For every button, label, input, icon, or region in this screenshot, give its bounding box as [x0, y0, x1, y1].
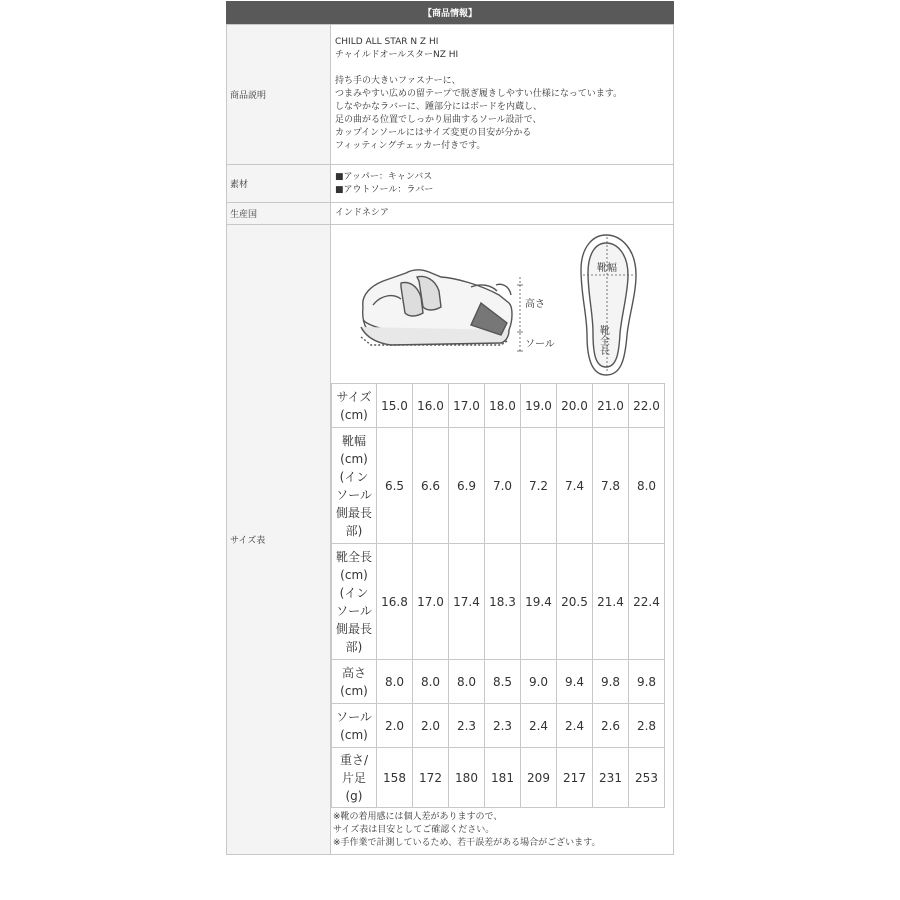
section-title: 【商品情報】: [422, 9, 477, 19]
size-cell: 16.0: [413, 384, 449, 428]
width-row-header: 靴幅 (cm) (イン ソール 側最長 部): [332, 428, 377, 544]
size-notes: [331, 808, 673, 854]
height-row-header: 高さ (cm): [332, 660, 377, 704]
size-table: [331, 383, 665, 808]
weight-cell: 181: [485, 748, 521, 808]
sole-cell: 2.0: [377, 704, 413, 748]
width-cell: 7.8: [593, 428, 629, 544]
size-cell: 21.0: [593, 384, 629, 428]
origin-label: 生産国: [227, 203, 331, 225]
size-table-row: [332, 704, 665, 748]
side-view-shoe-icon: [361, 270, 512, 345]
shoe-diagram: [331, 225, 673, 383]
size-table-row: [332, 544, 665, 660]
width-cell: 7.4: [557, 428, 593, 544]
weight-cell: 180: [449, 748, 485, 808]
width-cell: 7.0: [485, 428, 521, 544]
length-cell: 18.3: [485, 544, 521, 660]
size-chart-row: [227, 225, 674, 855]
sole-label: ソール: [525, 339, 555, 350]
size-table-row: [332, 384, 665, 428]
length-cell: 20.5: [557, 544, 593, 660]
material-label: 素材: [227, 165, 331, 203]
size-table-row: [332, 748, 665, 808]
length-cell: 17.0: [413, 544, 449, 660]
description-line: フィッティングチェッカー付きです。: [335, 141, 486, 151]
note-line: ※手作業で計測しているため、若干誤差がある場合がございます。: [333, 838, 601, 848]
description-line: つまみやすい広めの留テープで脱ぎ履きしやすい仕様になっています。: [335, 89, 623, 99]
height-cell: 8.5: [485, 660, 521, 704]
length-row-header: 靴全長 (cm) (イン ソール 側最長 部): [332, 544, 377, 660]
description-line: カップインソールにはサイズ変更の目安が分かる: [335, 128, 532, 138]
size-table-row: [332, 428, 665, 544]
weight-row-header: 重さ/ 片足 (g): [332, 748, 377, 808]
shoe-illustration: [331, 225, 677, 383]
length-cell: 17.4: [449, 544, 485, 660]
height-cell: 9.8: [593, 660, 629, 704]
description-value: [331, 25, 674, 165]
material-row: [227, 165, 674, 203]
height-cell: 8.0: [449, 660, 485, 704]
weight-cell: 231: [593, 748, 629, 808]
origin-value: インドネシア: [331, 203, 674, 225]
insole-top-view-icon: [581, 235, 636, 375]
product-name-ja: チャイルドオールスターNZ HI: [335, 50, 459, 60]
material-value: [331, 165, 674, 203]
length-cell: 22.4: [629, 544, 665, 660]
size-cell: 19.0: [521, 384, 557, 428]
width-cell: 7.2: [521, 428, 557, 544]
size-cell: 22.0: [629, 384, 665, 428]
note-line: ※靴の着用感には個人差がありますので、: [333, 812, 503, 822]
width-label: 靴幅: [597, 263, 617, 274]
size-chart-label: サイズ表: [227, 225, 331, 855]
sole-cell: 2.6: [593, 704, 629, 748]
size-cell: 20.0: [557, 384, 593, 428]
origin-row: [227, 203, 674, 225]
length-cell: 19.4: [521, 544, 557, 660]
width-cell: 8.0: [629, 428, 665, 544]
sole-cell: 2.8: [629, 704, 665, 748]
width-cell: 6.9: [449, 428, 485, 544]
sole-cell: 2.3: [485, 704, 521, 748]
width-cell: 6.6: [413, 428, 449, 544]
size-cell: 17.0: [449, 384, 485, 428]
width-cell: 6.5: [377, 428, 413, 544]
weight-cell: 158: [377, 748, 413, 808]
sole-cell: 2.4: [521, 704, 557, 748]
sole-cell: 2.3: [449, 704, 485, 748]
description-label: 商品説明: [227, 25, 331, 165]
description-line: 足の曲がる位置でしっかり屈曲するソール設計で、: [335, 115, 542, 125]
product-name-en: CHILD ALL STAR N Z HI: [335, 37, 439, 47]
size-cell: 15.0: [377, 384, 413, 428]
weight-cell: 209: [521, 748, 557, 808]
size-table-row: [332, 660, 665, 704]
note-line: サイズ表は目安としてご確認ください。: [333, 825, 495, 835]
weight-cell: 217: [557, 748, 593, 808]
dimension-lines-icon: [517, 277, 523, 353]
height-cell: 8.0: [377, 660, 413, 704]
product-info-table: [226, 24, 674, 855]
length-cell: 16.8: [377, 544, 413, 660]
size-cell: 18.0: [485, 384, 521, 428]
weight-cell: 253: [629, 748, 665, 808]
sole-cell: 2.0: [413, 704, 449, 748]
size-row-header: サイズ (cm): [332, 384, 377, 428]
height-cell: 9.0: [521, 660, 557, 704]
height-cell: 9.4: [557, 660, 593, 704]
weight-cell: 172: [413, 748, 449, 808]
sole-row-header: ソール (cm): [332, 704, 377, 748]
material-line: ■アッパー：キャンバス: [335, 171, 433, 182]
length-cell: 21.4: [593, 544, 629, 660]
size-chart-value: [331, 225, 674, 855]
description-line: 持ち手の大きいファスナーに、: [335, 76, 461, 86]
height-cell: 9.8: [629, 660, 665, 704]
product-info-section: [226, 1, 674, 855]
height-label: 高さ: [525, 299, 545, 310]
description-line: しなやかなラバーに、踵部分にはボードを内蔵し、: [335, 102, 543, 112]
sole-cell: 2.4: [557, 704, 593, 748]
height-cell: 8.0: [413, 660, 449, 704]
description-row: [227, 25, 674, 165]
material-line: ■アウトソール：ラバー: [335, 184, 434, 195]
section-header: [226, 1, 674, 24]
length-label: 靴全長: [597, 325, 609, 355]
